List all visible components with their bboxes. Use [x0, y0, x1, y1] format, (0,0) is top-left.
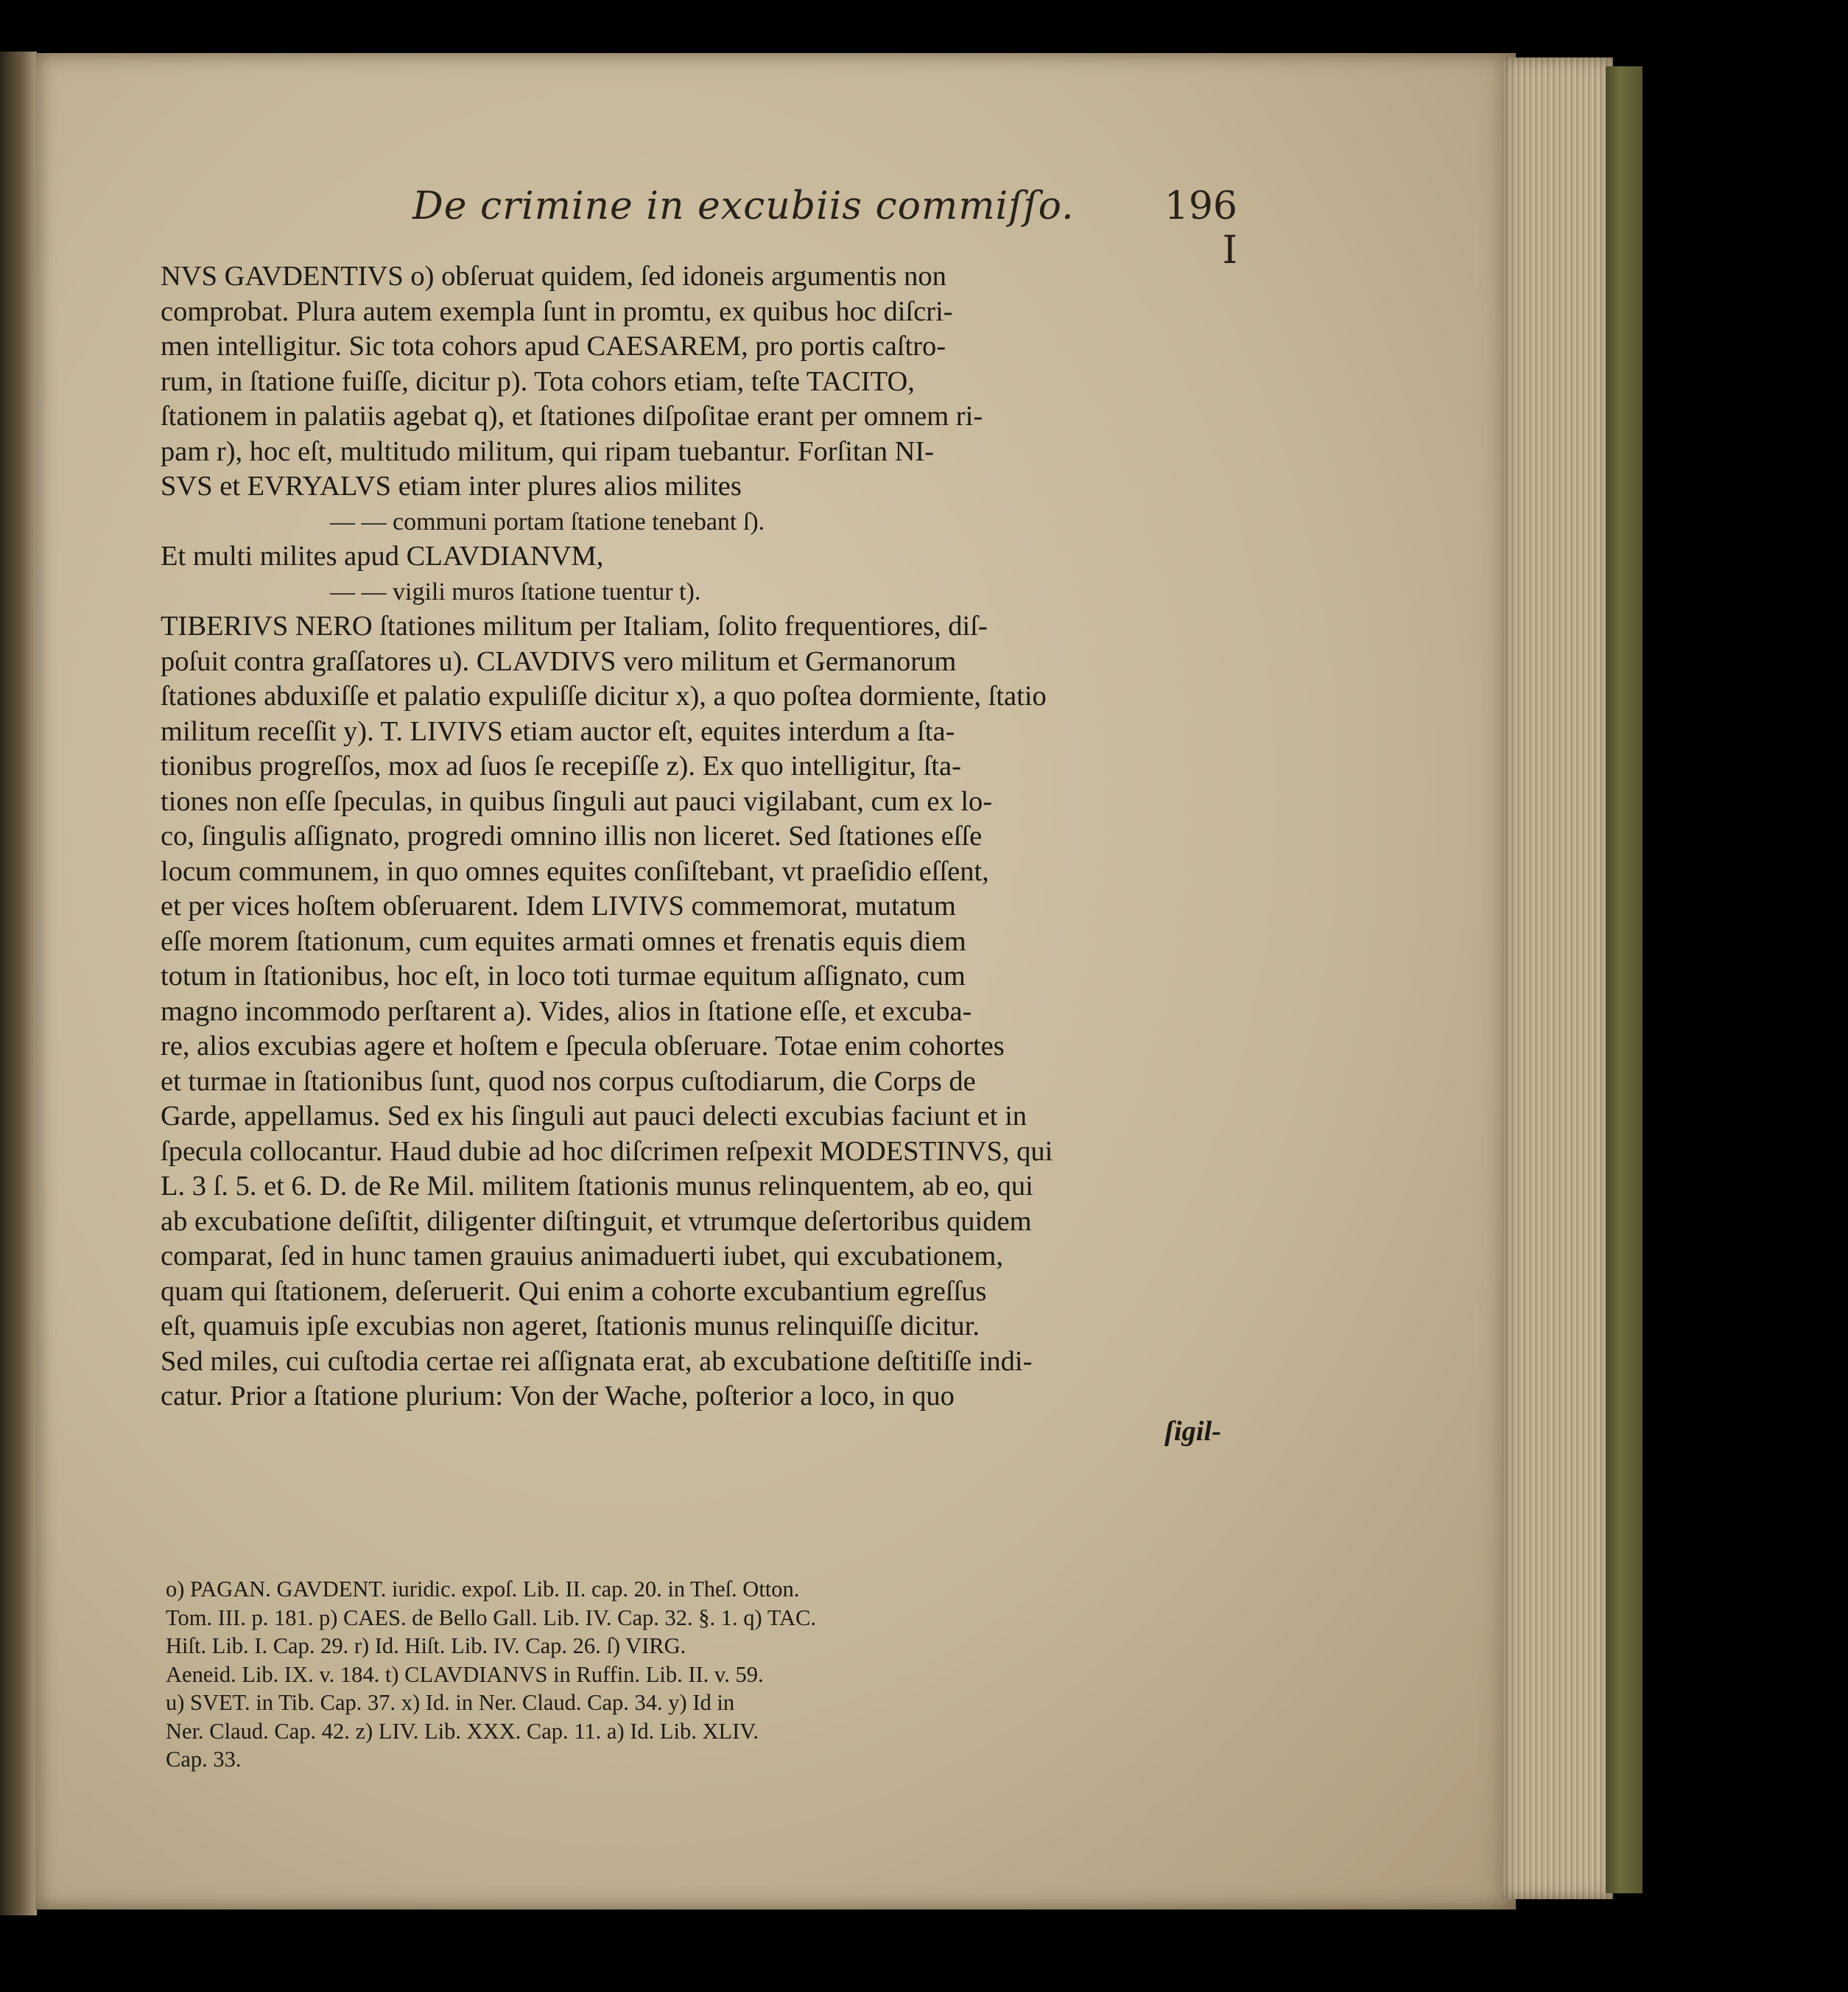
footnote-line: o) PAGAN. GAVDENT. iuridic. expoſ. Lib. II. cap. 20. in Theſ. Otton.: [166, 1577, 800, 1602]
text-line: Sed miles, cui cuſtodia certae rei aſſignata erat, ab excubatione deſtitiſſe indi-: [161, 1345, 1033, 1377]
verse-quote: — — vigili muros ſtatione tuentur t).: [330, 578, 701, 606]
text-line: quam qui ſtationem, deſeruerit. Qui enim a cohorte excubantium egreſſus: [161, 1275, 987, 1307]
text-line: ſtationem in palatiis agebat q), et ſtationes diſpoſitae erant per omnem ri-: [161, 401, 983, 432]
footnote-line: Tom. III. p. 181. p) CAES. de Bello Gall. Lib. IV. Cap. 32. §. 1. q) TAC.: [166, 1605, 816, 1630]
text-line: eſt, quamuis ipſe excubias non ageret, ſtationis munus relinquiſſe dicitur.: [161, 1311, 980, 1342]
text-line: pam r), hoc eſt, multitudo militum, qui ripam tuebantur. Forſitan NI-: [161, 435, 935, 467]
footnotes: [166, 1575, 1226, 1774]
previous-page-edge: [0, 52, 37, 1915]
main-text: [161, 259, 1221, 1449]
text-line: comparat, ſed in hunc tamen grauius animaduerti iubet, qui excubationem,: [161, 1241, 1003, 1272]
text-line: comprobat. Plura autem exempla ſunt in promtu, ex quibus hoc diſcri-: [161, 295, 953, 327]
text-line: TIBERIVS NERO ſtationes militum per Italiam, ſolito frequentiores, diſ-: [161, 611, 988, 642]
verse-quote: — — communi portam ſtatione tenebant ſ).: [330, 508, 765, 536]
text-line: Garde, appellamus. Sed ex his ſinguli aut pauci delecti excubias faciunt et in: [161, 1101, 1027, 1132]
running-head: De crimine in excubiis commiſſo.: [412, 184, 1075, 228]
footnote-line: u) SVET. in Tib. Cap. 37. x) Id. in Ner. Claud. Cap. 34. y) Id in: [166, 1690, 735, 1715]
text-line: NVS GAVDENTIVS o) obſeruat quidem, ſed idoneis argumentis non: [161, 261, 946, 292]
text-line: rum, in ſtatione fuiſſe, dicitur p). Tota cohors etiam, teſte TACITO,: [161, 365, 915, 397]
text-line: eſſe morem ſtationum, cum equites armati omnes et frenatis equis diem: [161, 925, 966, 957]
text-line: men intelligitur. Sic tota cohors apud CAESAREM, pro portis caſtro-: [161, 331, 946, 362]
catchword: ſigil-: [1164, 1415, 1221, 1447]
text-line: co, ſingulis aſſignato, progredi omnino illis non liceret. Sed ſtationes eſſe: [161, 821, 983, 852]
page-block-edges: [1503, 57, 1613, 1899]
text-line: ab excubatione deſiſtit, diligenter diſtinguit, et vtrumque deſertoribus quidem: [161, 1205, 1032, 1237]
text-line: SVS et EVRYALVS etiam inter plures alios milites: [161, 471, 742, 502]
text-line: et per vices hoſtem obſeruarent. Idem LIVIVS commemorat, mutatum: [161, 891, 956, 922]
text-line: locum communem, in quo omnes equites conſiſtebant, vt praeſidio eſſent,: [161, 855, 989, 887]
text-line: magno incommodo perſtarent a). Vides, alios in ſtatione eſſe, et excuba-: [161, 995, 972, 1027]
text-line: tionibus progreſſos, mox ad ſuos ſe recepiſſe z). Ex quo intelligitur, ſta-: [161, 751, 961, 782]
footnote-line: Ner. Claud. Cap. 42. z) LIV. Lib. XXX. Cap. 11. a) Id. Lib. XLIV.: [166, 1718, 759, 1744]
text-line: catur. Prior a ſtatione plurium: Von der Wache, poſterior a loco, in quo: [161, 1381, 955, 1411]
book-cover-edge: [1606, 66, 1643, 1893]
text-line: militum receſſit y). T. LIVIVS etiam auctor eſt, equites interdum a ſta-: [161, 715, 955, 747]
footnote-line: Cap. 33.: [166, 1747, 242, 1772]
text-line: totum in ſtationibus, hoc eſt, in loco toti turmae equitum aſſignato, cum: [161, 961, 966, 992]
footnote-line: Aeneid. Lib. IX. v. 184. t) CLAVDIANVS in Ruffin. Lib. II. v. 59.: [166, 1661, 764, 1687]
text-line: Et multi milites apud CLAVDIANVM,: [161, 541, 604, 572]
text-line: ſpecula collocantur. Haud dubie ad hoc diſcrimen reſpexit MODESTINVS, qui: [161, 1135, 1053, 1167]
text-line: poſuit contra graſſatores u). CLAVDIVS vero militum et Germanorum: [161, 645, 957, 677]
text-line: ſtationes abduxiſſe et palatio expuliſſe dicitur x), a quo poſtea dormiente, ſtatio: [161, 681, 1047, 712]
footnote-line: Hiſt. Lib. I. Cap. 29. r) Id. Hiſt. Lib. IV. Cap. 26. ſ) VIRG.: [166, 1633, 686, 1658]
text-line: et turmae in ſtationibus ſunt, quod nos corpus cuſtodiarum, die Corps de: [161, 1065, 976, 1097]
page-number: 196 I: [1164, 184, 1237, 273]
text-line: re, alios excubias agere et hoſtem e ſpecula obſeruare. Totae enim cohortes: [161, 1031, 1005, 1062]
text-line: L. 3 ſ. 5. et 6. D. de Re Mil. militem ſtationis munus relinquentem, ab eo, qui: [161, 1171, 1033, 1202]
text-line: tiones non eſſe ſpeculas, in quibus ſinguli aut pauci vigilabant, cum ex lo-: [161, 785, 993, 817]
